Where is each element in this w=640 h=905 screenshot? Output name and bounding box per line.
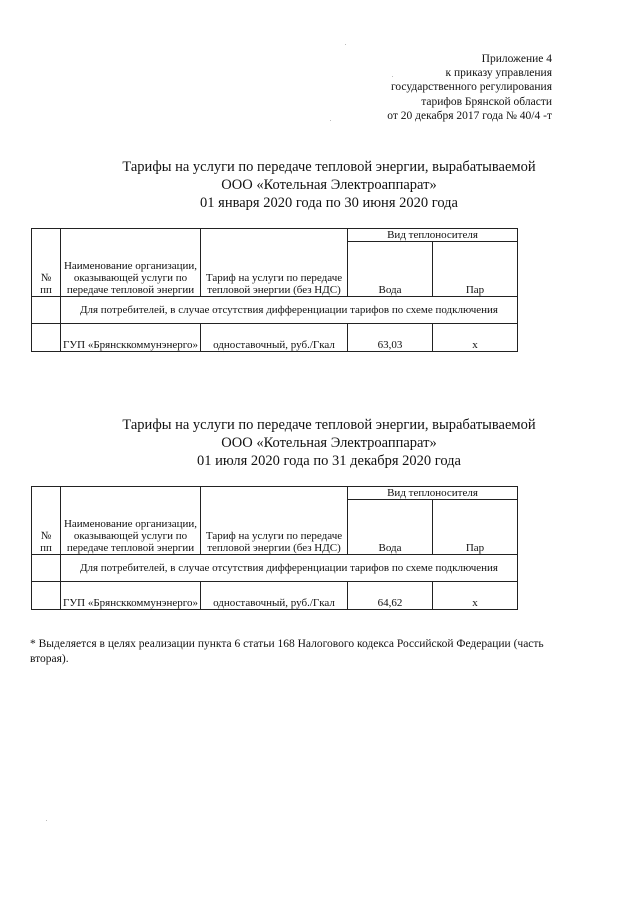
cell-steam: x bbox=[433, 324, 518, 352]
scan-speck bbox=[330, 120, 331, 121]
header-tariff: Тариф на услуги по передаче тепловой энергии (без НДС) bbox=[201, 487, 348, 555]
tariff-table bbox=[31, 486, 518, 610]
appendix-line: к приказу управления bbox=[445, 67, 552, 80]
header-no: № пп bbox=[32, 229, 61, 297]
header-steam: Пар bbox=[433, 242, 518, 297]
cell-org: ГУП «Брянсккоммунэнерго» bbox=[61, 324, 201, 352]
header-steam: Пар bbox=[433, 500, 518, 555]
header-carrier: Вид теплоносителя bbox=[348, 229, 518, 242]
appendix-line: тарифов Брянской области bbox=[421, 95, 552, 108]
consumer-row: Для потребителей, в случае отсутствия дифференциации тарифов по схеме подключения bbox=[61, 297, 518, 324]
cell-empty bbox=[32, 555, 61, 582]
appendix-line: Приложение 4 bbox=[481, 53, 552, 65]
header-org: Наименование организации, оказывающей услуги по передаче тепловой энергии bbox=[61, 487, 201, 555]
cell-water: 64,62 bbox=[348, 582, 433, 610]
appendix-line: государственного регулирования bbox=[390, 81, 552, 94]
header-org: Наименование организации, оказывающей услуги по передаче тепловой энергии bbox=[61, 229, 201, 297]
tariff-section-1 bbox=[0, 158, 640, 351]
title-line: ООО «Котельная Электроаппарат» bbox=[221, 435, 437, 451]
title-line: ООО «Котельная Электроаппарат» bbox=[221, 177, 437, 193]
cell-steam: x bbox=[433, 582, 518, 610]
cell-empty bbox=[32, 324, 61, 352]
title-line: Тарифы на услуги по передаче тепловой энергии, вырабатываемой bbox=[122, 417, 536, 433]
table-row bbox=[32, 324, 518, 352]
cell-water: 63,03 bbox=[348, 324, 433, 352]
title-line: Тарифы на услуги по передаче тепловой энергии, вырабатываемой bbox=[122, 159, 536, 175]
footnote: * Выделяется в целях реализации пункта 6 статьи 168 Налогового кодекса Российской Федерации (часть вторая). bbox=[30, 638, 544, 665]
header-water: Вода bbox=[348, 500, 433, 555]
section-title bbox=[0, 416, 640, 470]
header-water: Вода bbox=[348, 242, 433, 297]
scan-speck bbox=[392, 76, 393, 77]
tariff-table bbox=[31, 228, 518, 352]
header-carrier: Вид теплоносителя bbox=[348, 487, 518, 500]
consumer-row: Для потребителей, в случае отсутствия дифференциации тарифов по схеме подключения bbox=[61, 555, 518, 582]
appendix-header bbox=[387, 52, 552, 123]
appendix-line: от 20 декабря 2017 года № 40/4 -т bbox=[387, 109, 552, 122]
cell-empty bbox=[32, 582, 61, 610]
cell-empty bbox=[32, 297, 61, 324]
scan-speck bbox=[345, 44, 346, 45]
header-tariff: Тариф на услуги по передаче тепловой энергии (без НДС) bbox=[201, 229, 348, 297]
cell-tariff: одноставочный, руб./Гкал bbox=[201, 324, 348, 352]
title-line: 01 июля 2020 года по 31 декабря 2020 года bbox=[197, 453, 461, 469]
title-line: 01 января 2020 года по 30 июня 2020 года bbox=[200, 195, 458, 211]
section-title bbox=[0, 158, 640, 212]
tariff-section-2 bbox=[0, 416, 640, 609]
cell-org: ГУП «Брянсккоммунэнерго» bbox=[61, 582, 201, 610]
table-row bbox=[32, 582, 518, 610]
cell-tariff: одноставочный, руб./Гкал bbox=[201, 582, 348, 610]
header-no: № пп bbox=[32, 487, 61, 555]
scan-speck bbox=[46, 820, 47, 821]
